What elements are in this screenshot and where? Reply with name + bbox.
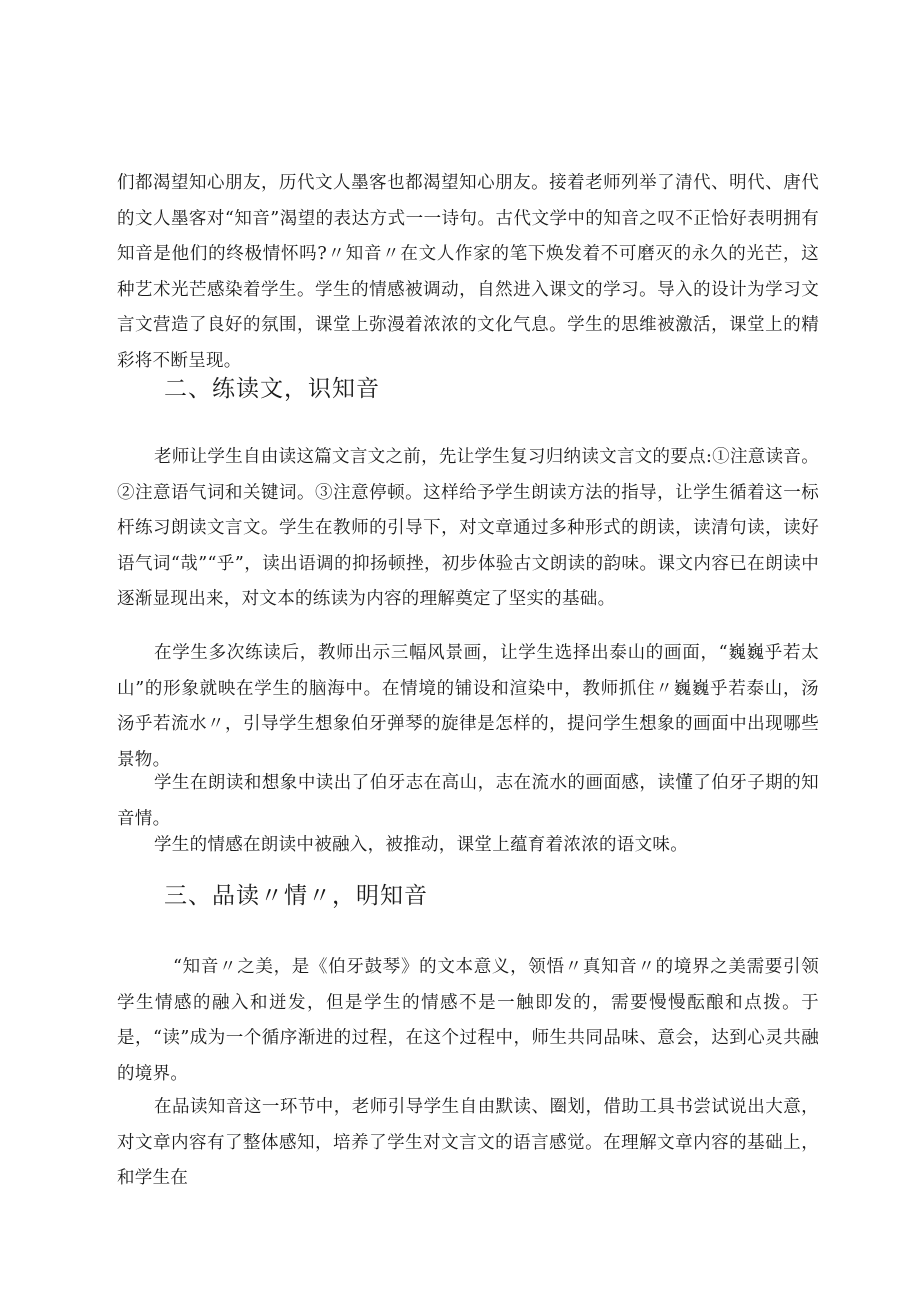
intro-paragraph-continuation: 们都渴望知心朋友，历代文人墨客也都渴望知心朋友。接着老师列举了清代、明代、唐代的文人墨客对“知音”渴望的表达方式一一诗句。古代文学中的知音之叹不正恰好表明拥有知音是他们的终极情怀吗?〃知音〃在文人作家的笔下焕发着不可磨灭的永久的光芒，这种艺术光芒感染着学生。学生的情感被调动，自然进入课文的学习。导入的设计为学习文言文营造了良好的氛围，课堂上弥漫着浓浓的文化气息。学生的思维被激活，课堂上的精彩将不断呈现。 [117,173,819,371]
section3-paragraph-2: 在品读知音这一环节中，老师引导学生自由默读、圈划，借助工具书尝试说出大意，对文章内容有了整体感知，培养了学生对文言文的语言感觉。在理解文章内容的基础上，和学生在 [117,1097,819,1188]
section2-paragraph-2: 在学生多次练读后，教师出示三幅风景画，让学生选择出泰山的画面，“巍巍乎若太山”的形象就映在学生的脑海中。在情境的铺设和渲染中，教师抓住〃巍巍乎若泰山，汤汤乎若流水〃，引导学生想象伯牙弹琴的旋律是怎样的，提问学生想象的画面中出现哪些景物。 [117,643,819,770]
section-heading-3: 三、品读〃情〃，明知音 [164,883,428,909]
section-heading-2: 二、练读文，识知音 [164,376,380,402]
section3-paragraph-1: “知音〃之美，是《伯牙鼓琴》的文本意义，领悟〃真知音〃的境界之美需要引领学生情感的融入和迸发，但是学生的情感不是一触即发的，需要慢慢酝酿和点拨。于是，“读”成为一个循序渐进的过程，在这个过程中，师生共同品味、意会，达到心灵共融的境界。 [117,957,819,1084]
section2-paragraph-4: 学生的情感在朗读中被融入，被推动，课堂上蕴育着浓浓的语文味。 [154,835,688,855]
section2-paragraph-3: 学生在朗读和想象中读出了伯牙志在高山，志在流水的画面感，读懂了伯牙子期的知音情。 [117,773,819,829]
section2-paragraph-1: 老师让学生自由读这篇文言文之前，先让学生复习归纳读文言文的要点:①注意读音。②注意语气词和关键词。③注意停顿。这样给予学生朗读方法的指导，让学生循着这一标杆练习朗读文言文。学生在教师的引导下，对文章通过多种形式的朗读，读清句读，读好语气词“哉”“乎”，读出语调的抑扬顿挫，初步体验古文朗读的韵味。课文内容已在朗读中逐渐显现出来，对文本的练读为内容的理解奠定了坚实的基础。 [117,447,819,609]
